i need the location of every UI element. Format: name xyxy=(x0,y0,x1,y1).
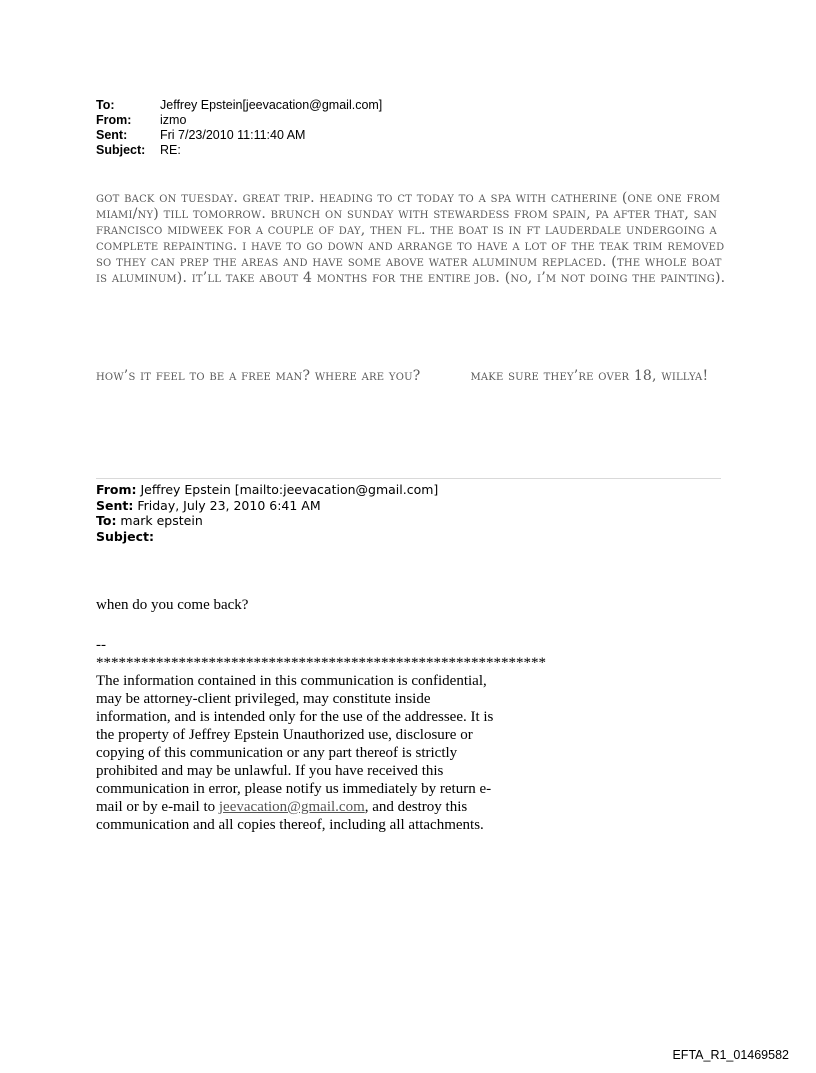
question-text: when do you come back? xyxy=(96,597,249,613)
orig-to-value: mark epstein xyxy=(116,513,203,528)
to-label: To: xyxy=(96,98,115,112)
orig-sent-label: Sent: xyxy=(96,497,134,513)
orig-subject-label: Subject: xyxy=(96,528,154,544)
original-email-body xyxy=(96,596,696,834)
email-link[interactable]: jeevacation@gmail.com xyxy=(218,799,365,815)
document-id: EFTA_R1_01469582 xyxy=(672,1048,789,1062)
sent-value: Fri 7/23/2010 11:11:40 AM xyxy=(160,128,306,142)
orig-to-label: To: xyxy=(96,513,117,528)
disclaimer-text-end: , and destroy this communication and all copies thereof, including all attachments. xyxy=(96,799,484,833)
from-row xyxy=(96,113,382,128)
orig-sent-value: Friday, July 23, 2010 6:41 AM xyxy=(133,497,321,513)
signature-stars: ************************************************************ xyxy=(96,655,546,671)
orig-from-row xyxy=(96,482,438,498)
subject-label: Subject: xyxy=(96,143,146,157)
orig-to-row xyxy=(96,513,438,529)
to-row xyxy=(96,98,382,113)
message-divider xyxy=(96,478,721,479)
reply-body xyxy=(96,190,726,286)
sent-row xyxy=(96,128,382,143)
subject-value: RE: xyxy=(160,143,181,157)
reply-question: how’s it feel to be a free man? where are you? xyxy=(96,368,421,384)
orig-sent-row xyxy=(96,498,438,514)
to-value: Jeffrey Epstein[jeevacation@gmail.com] xyxy=(160,98,383,112)
subject-row xyxy=(96,143,382,158)
reply-paragraph: got back on tuesday. great trip. heading to ct today to a spa with catherine (one one from miami/ny) till tomorrow. brunch on sunday with stewardess from spain, pa after that, san francisco midweek for a couple of day, then fl. the boat is in ft lauderdale undergoing a complete repainting. i have to go down and arrange to have a lot of the teak trim removed so they can prep the areas and have some above water aluminum replaced. (the whole boat is aluminum). it’ll take about 4 months for the entire job. (no, i’m not doing the painting). xyxy=(96,190,726,286)
sent-label: Sent: xyxy=(96,128,128,142)
from-label: From: xyxy=(96,113,132,127)
orig-from-label: From: xyxy=(96,482,137,497)
disclaimer-text: The information contained in this communication is confidential, may be attorney-client privileged, may constitute inside information, and is intended only for the use of the addressee. It is the property of Jeffrey Epstein Unauthorized use, disclosure or copying of this communication or any part thereof is strictly prohibited and may be unlawful. If you have received this communication in error, please notify us immediately by return e-mail or by e-mail to xyxy=(96,673,494,815)
orig-subject-row xyxy=(96,529,438,545)
reply-body-second xyxy=(96,368,726,384)
original-email-header xyxy=(96,482,438,544)
orig-from-value: Jeffrey Epstein [mailto:jeevacation@gmail.com] xyxy=(136,482,439,497)
confidentiality-disclaimer xyxy=(96,672,496,834)
from-value: izmo xyxy=(160,113,187,127)
reply-email-header xyxy=(96,98,382,158)
reply-quip: make sure they’re over 18, willya! xyxy=(470,368,709,384)
signature-dash: -- xyxy=(96,637,106,653)
